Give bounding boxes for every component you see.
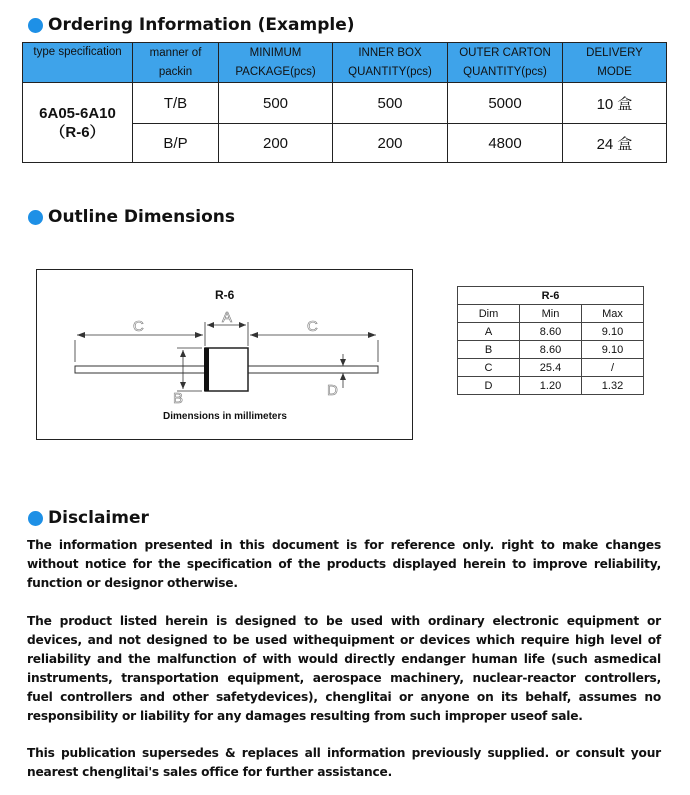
header-manner: manner of packin	[133, 43, 219, 83]
dim-cell: B	[458, 341, 520, 359]
max-cell: 9.10	[582, 323, 644, 341]
table-row	[458, 323, 644, 341]
bullet-icon	[28, 210, 43, 225]
delivery-cell: 10 盒	[563, 83, 667, 124]
ordering-table	[22, 42, 667, 163]
dim-letter-c-right: C	[307, 318, 318, 335]
inner-cell: 200	[333, 124, 448, 163]
left-lead	[75, 366, 205, 373]
outer-cell: 4800	[448, 124, 563, 163]
ordering-heading	[28, 15, 355, 35]
max-cell: /	[582, 359, 644, 377]
outline-drawing	[36, 269, 413, 440]
drawing-caption: Dimensions in millimeters	[163, 411, 287, 422]
min-col-header: Min	[520, 305, 582, 323]
table-row	[458, 377, 644, 395]
max-col-header: Max	[582, 305, 644, 323]
right-lead	[248, 366, 378, 373]
disclaimer-title: Disclaimer	[48, 508, 149, 528]
outline-title: Outline Dimensions	[48, 207, 236, 227]
dim-table-header-row	[458, 305, 644, 323]
min-cell: 1.20	[520, 377, 582, 395]
table-row	[458, 359, 644, 377]
manner-cell: T/B	[133, 83, 219, 124]
disclaimer-paragraph-1: The information presented in this document is for reference only. right to make changes without notice for the specification of the products displayed herein to improve reliability, function or designor otherwise.	[27, 538, 661, 590]
max-cell: 1.32	[582, 377, 644, 395]
disclaimer-paragraph-2: The product listed herein is designed to be used with ordinary electronic equipment or devices, and not designed to be used withequipment or devices which require high level of reliability and the malfunction of with would directly endanger human life (such asmedical instruments, transportation equipment, aerospace machinery, nuclear-reactor controllers, fuel controllers and other safetydevices), chenglitai or anyone on its behalf, assumes no responsibility or liability for any damages resulting from such improper useof sale.	[27, 614, 661, 723]
delivery-cell: 24 盒	[563, 124, 667, 163]
dim-letter-b: B	[173, 390, 184, 407]
min-cell: 25.4	[520, 359, 582, 377]
table-row	[23, 83, 667, 124]
diode-body	[205, 348, 248, 391]
header-minimum: MINIMUM PACKAGE(pcs)	[219, 43, 333, 83]
header-inner-box: INNER BOX QUANTITY(pcs)	[333, 43, 448, 83]
header-delivery: DELIVERY MODE	[563, 43, 667, 83]
disclaimer-paragraph-3: This publication supersedes & replaces all information previously supplied. or consult your nearest chenglitai's sales office for further assistance.	[27, 746, 661, 779]
min-cell: 8.60	[520, 341, 582, 359]
model-cell: 6A05-6A10 （R-6）	[23, 83, 133, 163]
header-outer-carton: OUTER CARTON QUANTITY(pcs)	[448, 43, 563, 83]
dim-letter-c-left: C	[133, 318, 144, 335]
minimum-cell: 200	[219, 124, 333, 163]
dim-letter-d: D	[327, 382, 338, 399]
dim-cell: A	[458, 323, 520, 341]
dim-cell: C	[458, 359, 520, 377]
dim-letter-a: A	[222, 309, 233, 326]
dim-table-title-row	[458, 287, 644, 305]
inner-cell: 500	[333, 83, 448, 124]
min-cell: 8.60	[520, 323, 582, 341]
table-row	[458, 341, 644, 359]
dim-cell: D	[458, 377, 520, 395]
ordering-header-row	[23, 43, 667, 83]
ordering-title: Ordering Information (Example)	[48, 15, 355, 35]
bullet-icon	[28, 18, 43, 33]
dimension-table	[457, 286, 644, 395]
dim-col-header: Dim	[458, 305, 520, 323]
manner-cell: B/P	[133, 124, 219, 163]
outline-heading	[28, 207, 235, 227]
package-label: R-6	[215, 288, 235, 302]
cathode-band	[204, 348, 209, 391]
outer-cell: 5000	[448, 83, 563, 124]
disclaimer-heading	[28, 508, 149, 528]
header-type-spec: type specification	[23, 43, 133, 83]
bullet-icon	[28, 511, 43, 526]
dim-table-title: R-6	[458, 287, 644, 305]
max-cell: 9.10	[582, 341, 644, 359]
minimum-cell: 500	[219, 83, 333, 124]
diode-drawing	[37, 270, 414, 441]
